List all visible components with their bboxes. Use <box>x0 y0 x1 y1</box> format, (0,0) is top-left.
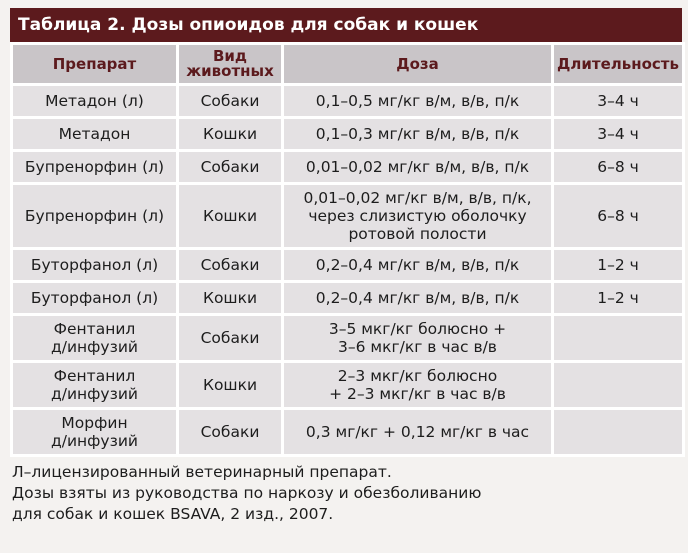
cell-dose-line: 2–3 мкг/кг болюсно <box>337 367 498 385</box>
cell-dose-line: 3–6 мкг/кг в час в/в <box>338 338 497 356</box>
cell-duration: 3–4 ч <box>554 86 682 116</box>
cell-dose-line: 0,2–0,4 мг/кг в/м, в/в, п/к <box>315 256 520 274</box>
footnote <box>12 462 678 525</box>
cell-animal: Собаки <box>179 410 281 454</box>
cell-drug-line: д/инфузий <box>51 385 138 403</box>
cell-drug-line: Бупренорфин (л) <box>24 207 165 225</box>
cell-dose <box>284 185 551 247</box>
cell-animal: Собаки <box>179 86 281 116</box>
cell-dose <box>284 410 551 454</box>
cell-drug-line: д/инфузий <box>51 338 138 356</box>
cell-animal: Кошки <box>179 283 281 313</box>
cell-drug-line: Морфин <box>61 414 128 432</box>
header-animal <box>179 45 281 83</box>
header-drug: Препарат <box>13 45 176 83</box>
cell-drug <box>13 152 176 182</box>
table-row <box>13 185 682 247</box>
table-row <box>13 86 682 116</box>
cell-dose-line: 0,01–0,02 мг/кг в/м, в/в, п/к, <box>303 189 532 207</box>
cell-duration: 1–2 ч <box>554 250 682 280</box>
cell-duration: 3–4 ч <box>554 119 682 149</box>
cell-animal: Кошки <box>179 185 281 247</box>
footnote-line-1: Л–лицензированный ветеринарный препарат. <box>12 463 392 481</box>
cell-drug-line: Фентанил <box>53 320 136 338</box>
cell-drug <box>13 185 176 247</box>
cell-dose-line: + 2–3 мкг/кг в час в/в <box>329 385 506 403</box>
cell-duration <box>554 316 682 360</box>
cell-drug-line: Фентанил <box>53 367 136 385</box>
cell-drug-line: Бупренорфин (л) <box>24 158 165 176</box>
cell-drug-line: Буторфанол (л) <box>30 256 159 274</box>
cell-dose <box>284 283 551 313</box>
footnote-line-2: Дозы взяты из руководства по наркозу и обезболиванию <box>12 484 482 502</box>
table-row <box>13 119 682 149</box>
cell-drug <box>13 86 176 116</box>
opioid-dose-table <box>10 42 685 457</box>
header-duration: Длительность <box>554 45 682 83</box>
cell-dose <box>284 316 551 360</box>
header-animal-line2: животных <box>186 62 274 80</box>
table-row <box>13 410 682 454</box>
cell-drug <box>13 250 176 280</box>
table-row <box>13 250 682 280</box>
cell-dose-line: 0,3 мг/кг + 0,12 мг/кг в час <box>305 423 530 441</box>
cell-duration <box>554 363 682 407</box>
table-body <box>13 86 682 454</box>
cell-drug <box>13 316 176 360</box>
cell-duration: 6–8 ч <box>554 152 682 182</box>
cell-animal: Кошки <box>179 363 281 407</box>
table-title: Таблица 2. Дозы опиоидов для собак и кошек <box>10 8 682 42</box>
cell-drug-line: д/инфузий <box>51 432 138 450</box>
cell-dose <box>284 119 551 149</box>
cell-dose-line: через слизистую оболочку <box>308 207 527 225</box>
cell-dose-line: 0,2–0,4 мг/кг в/м, в/в, п/к <box>315 289 520 307</box>
cell-dose-line: 0,1–0,3 мг/кг в/м, в/в, п/к <box>315 125 520 143</box>
cell-animal: Собаки <box>179 316 281 360</box>
table-row <box>13 316 682 360</box>
table-row <box>13 152 682 182</box>
cell-animal: Собаки <box>179 250 281 280</box>
cell-drug-line: Метадон <box>58 125 131 143</box>
cell-animal: Собаки <box>179 152 281 182</box>
cell-dose <box>284 250 551 280</box>
cell-drug-line: Буторфанол (л) <box>30 289 159 307</box>
cell-dose-line: 0,1–0,5 мг/кг в/м, в/в, п/к <box>315 92 520 110</box>
cell-dose-line: 0,01–0,02 мг/кг в/м, в/в, п/к <box>305 158 530 176</box>
header-dose: Доза <box>284 45 551 83</box>
cell-dose <box>284 363 551 407</box>
cell-dose <box>284 86 551 116</box>
cell-drug <box>13 283 176 313</box>
cell-dose-line: ротовой полости <box>348 225 487 243</box>
header-animal-line1: Вид <box>212 47 248 65</box>
cell-drug-line: Метадон (л) <box>45 92 144 110</box>
cell-animal: Кошки <box>179 119 281 149</box>
cell-duration: 6–8 ч <box>554 185 682 247</box>
cell-drug <box>13 363 176 407</box>
cell-duration <box>554 410 682 454</box>
header-row <box>13 45 682 83</box>
cell-duration: 1–2 ч <box>554 283 682 313</box>
table-container <box>10 42 682 457</box>
table-row <box>13 283 682 313</box>
table-row <box>13 363 682 407</box>
cell-dose-line: 3–5 мкг/кг болюсно + <box>328 320 507 338</box>
cell-drug <box>13 119 176 149</box>
cell-drug <box>13 410 176 454</box>
cell-dose <box>284 152 551 182</box>
footnote-line-3: для собак и кошек BSAVA, 2 изд., 2007. <box>12 505 334 523</box>
